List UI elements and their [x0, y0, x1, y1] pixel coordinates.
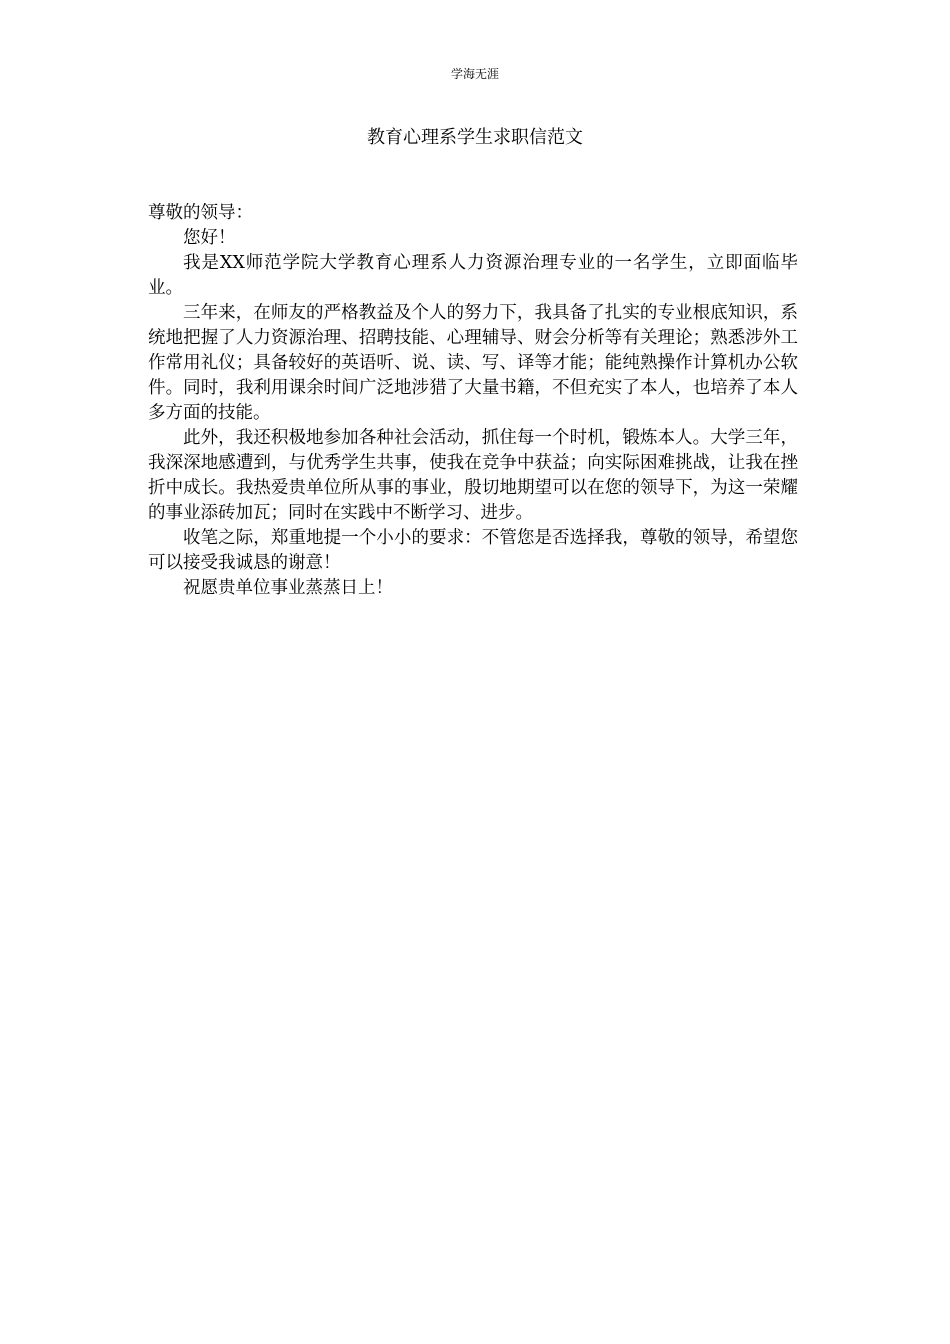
skills-paragraph: 三年来，在师友的严格教益及个人的努力下，我具备了扎实的专业根底知识，系统地把握了人力资源治理、招聘技能、心理辅导、财会分析等有关理论；熟悉涉外工作常用礼仪；具备较好的英语听、说、读、写、译等才能；能纯熟操作计算机办公软件。同时，我利用课余时间广泛地涉猎了大量书籍，不但充实了本人，也培养了本人多方面的技能。 [148, 303, 798, 423]
activities-paragraph: 此外，我还积极地参加各种社会活动，抓住每一个时机，锻炼本人。大学三年，我深深地感遭到，与优秀学生共事，使我在竞争中获益；向实际困难挑战，让我在挫折中成长。我热爱贵单位所从事的事业，殷切地期望可以在您的领导下，为这一荣耀的事业添砖加瓦；同时在实践中不断学习、进步。 [148, 428, 798, 523]
wishes-paragraph: 祝愿贵单位事业蒸蒸日上！ [183, 578, 393, 598]
document-title: 教育心理系学生求职信范文 [367, 127, 583, 148]
closing-paragraph: 收笔之际，郑重地提一个小小的要求：不管您是否选择我，尊敬的领导，希望您可以接受我诚恳的谢意！ [148, 528, 798, 573]
letter-body [148, 201, 798, 601]
greeting-paragraph: 您好！ [183, 228, 236, 248]
page-header: 学海无涯 [450, 67, 499, 81]
intro-paragraph: 我是XX师范学院大学教育心理系人力资源治理专业的一名学生，立即面临毕业。 [148, 253, 798, 298]
salutation: 尊敬的领导： [148, 203, 253, 223]
